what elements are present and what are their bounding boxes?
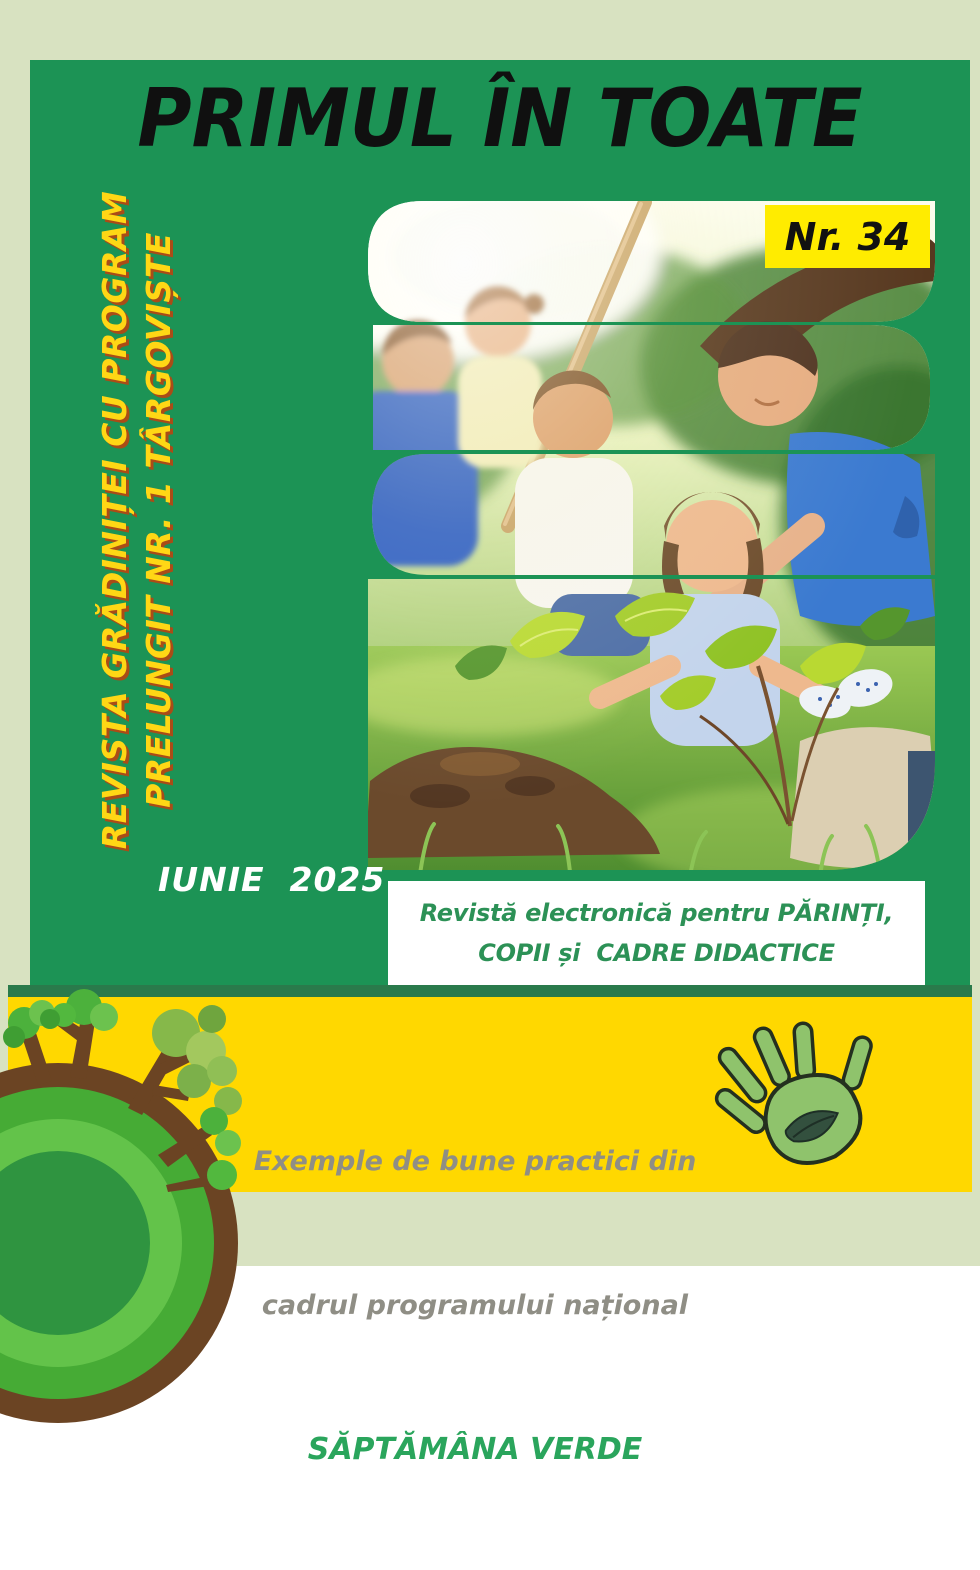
cover-photo	[360, 196, 940, 876]
subtitle-box	[388, 881, 925, 985]
subtitle-line-2: COPII și CADRE DIDACTICE	[478, 939, 835, 967]
handprint-leaf-illustration	[715, 1022, 910, 1187]
side-banner-line-2: PRELUNGIT NR. 1 TÂRGOVIȘTE	[139, 231, 178, 808]
footer-program-name: SĂPTĂMÂNA VERDE	[307, 1432, 643, 1467]
subtitle-line-1: Revistă electronică pentru PĂRINȚI,	[419, 899, 894, 927]
handprint-icon	[715, 1022, 910, 1187]
side-banner-line-1: REVISTA GRĂDINIȚEI CU PROGRAM	[95, 190, 134, 849]
footer-text	[230, 1042, 720, 1570]
footer-line-1: Exemple de bune practici din	[253, 1146, 697, 1177]
globe-trees-illustration	[8, 993, 230, 1192]
issue-number-badge	[765, 205, 930, 268]
cover-photo-illustration	[360, 196, 940, 876]
side-banner-text	[93, 190, 181, 850]
globe-trees-icon	[8, 993, 230, 1192]
side-banner	[70, 192, 204, 847]
footer-line-2: cadrul programului național	[261, 1290, 689, 1321]
issue-month: IUNIE 2025	[158, 860, 386, 899]
issue-number-label: Nr. 34	[784, 214, 911, 259]
magazine-title: PRIMUL ÎN TOATE	[137, 72, 863, 166]
